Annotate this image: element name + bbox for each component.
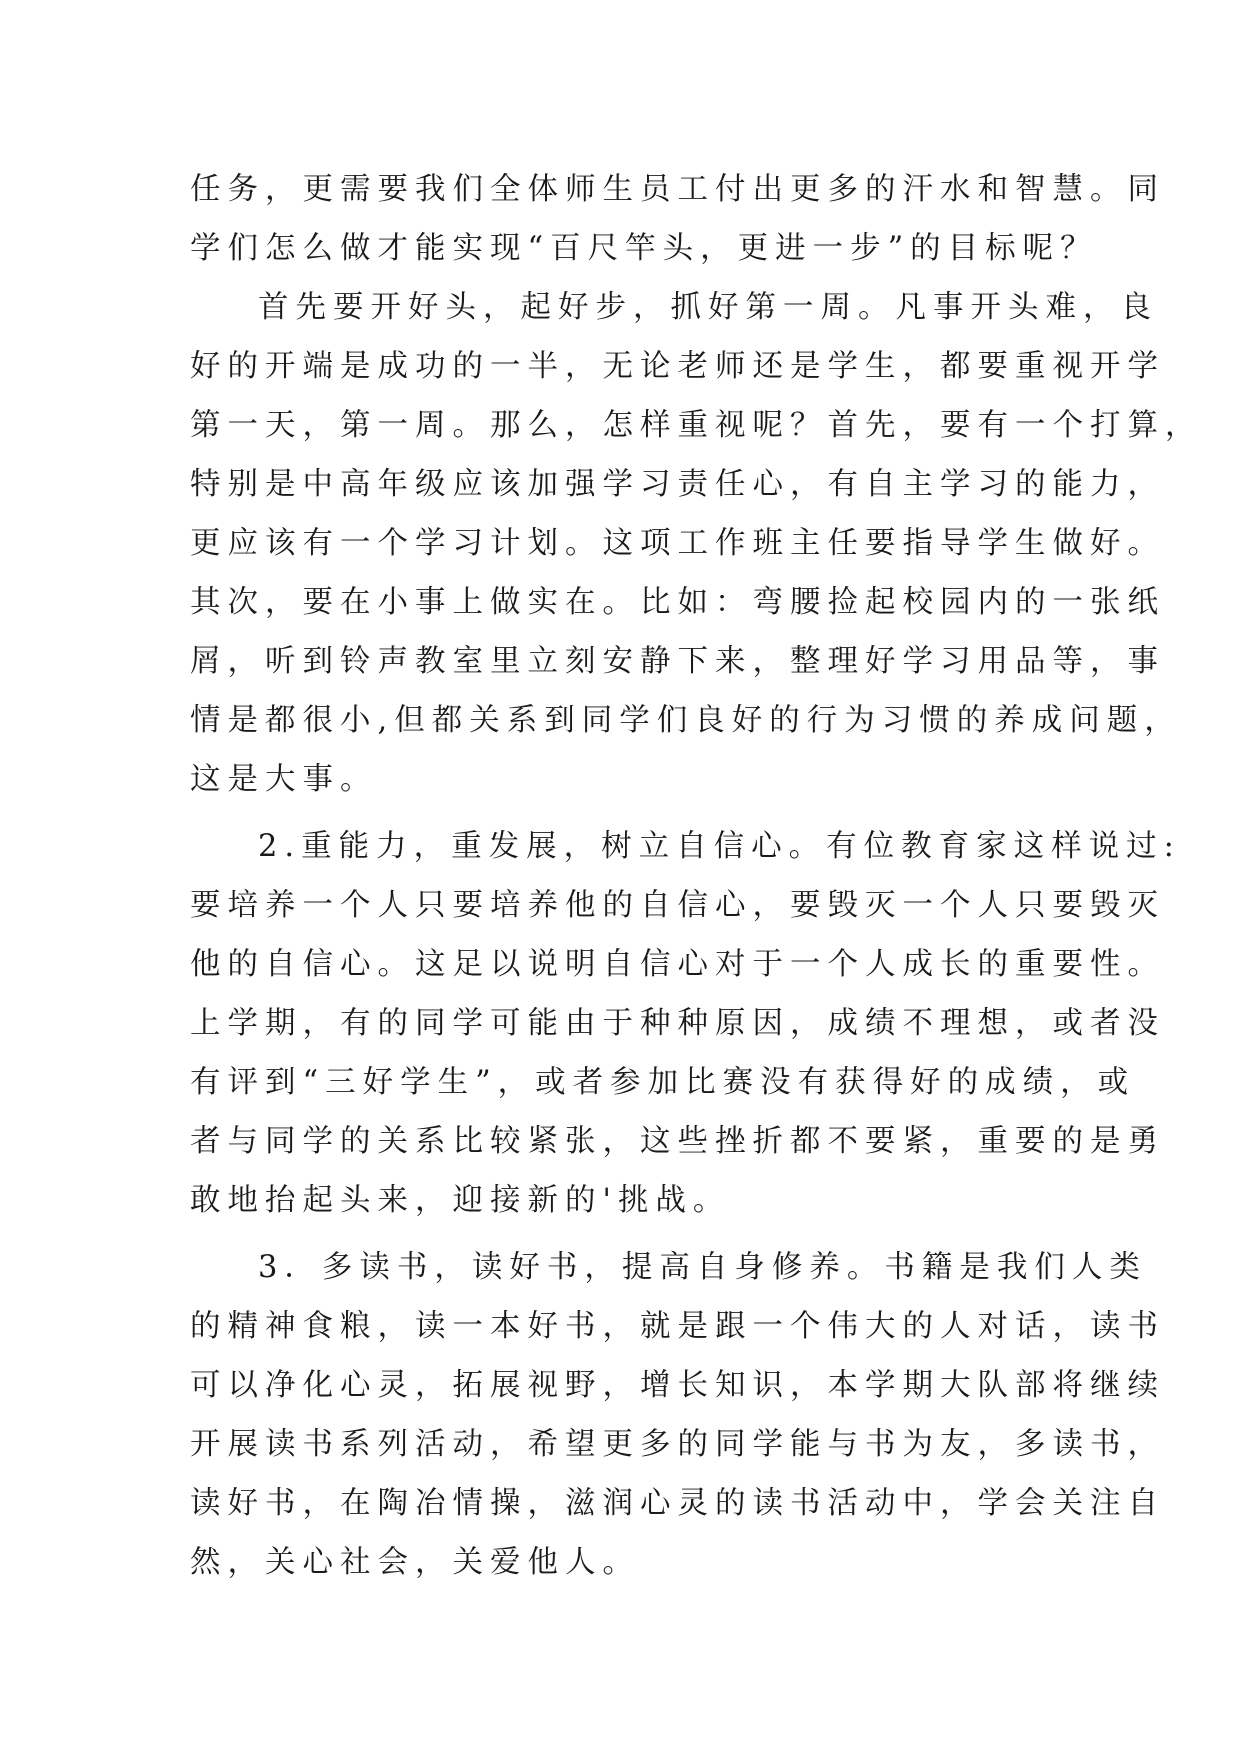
text-line: 学们怎么做才能实现“百尺竿头，更进一步”的目标呢？: [190, 231, 1098, 266]
text-line: 者与同学的关系比较紧张，这些挫折都不要紧，重要的是勇: [190, 1124, 1165, 1159]
paragraph-start-line: 2.重能力，重发展，树立自信心。有位教育家这样说过:: [258, 829, 1181, 864]
text-line: 的精神食粮，读一本好书，就是跟一个伟大的人对话，读书: [190, 1309, 1165, 1344]
text-line: 这是大事。: [190, 762, 378, 797]
text-line: 开展读书系列活动，希望更多的同学能与书为友，多读书，: [190, 1427, 1165, 1462]
text-line: 敢地抬起头来，迎接新的'挑战。: [190, 1183, 731, 1218]
text-line: 任务，更需要我们全体师生员工付出更多的汗水和智慧。同: [190, 172, 1165, 207]
text-line: 情是都很小,但都关系到同学们良好的行为习惯的养成问题，: [190, 703, 1182, 738]
text-line: 更应该有一个学习计划。这项工作班主任要指导学生做好。: [190, 526, 1165, 561]
body-text: [190, 160, 1203, 1592]
text-line: 其次，要在小事上做实在。比如：弯腰捡起校园内的一张纸: [190, 585, 1165, 620]
text-line: 读好书，在陶冶情操，滋润心灵的读书活动中，学会关注自: [190, 1486, 1165, 1521]
text-line: 屑，听到铃声教室里立刻安静下来，整理好学习用品等，事: [190, 644, 1165, 679]
text-line: 他的自信心。这足以说明自信心对于一个人成长的重要性。: [190, 947, 1165, 982]
text-line: 好的开端是成功的一半，无论老师还是学生，都要重视开学: [190, 349, 1165, 384]
paragraph-start-line: 首先要开好头，起好步，抓好第一周。凡事开头难，良: [258, 290, 1158, 325]
paragraph-start-line: 3．多读书，读好书，提高自身修养。书籍是我们人类: [258, 1250, 1147, 1285]
text-line: 有评到“三好学生”，或者参加比赛没有获得好的成绩，或: [190, 1065, 1136, 1100]
text-line: 特别是中高年级应该加强学习责任心，有自主学习的能力，: [190, 467, 1165, 502]
text-line: 然，关心社会，关爱他人。: [190, 1545, 640, 1580]
text-line: 要培养一个人只要培养他的自信心，要毁灭一个人只要毁灭: [190, 888, 1165, 923]
text-line: 上学期，有的同学可能由于种种原因，成绩不理想，或者没: [190, 1006, 1165, 1041]
text-line: 可以净化心灵，拓展视野，增长知识，本学期大队部将继续: [190, 1368, 1165, 1403]
text-line: 第一天，第一周。那么，怎样重视呢？首先，要有一个打算，: [190, 408, 1203, 443]
